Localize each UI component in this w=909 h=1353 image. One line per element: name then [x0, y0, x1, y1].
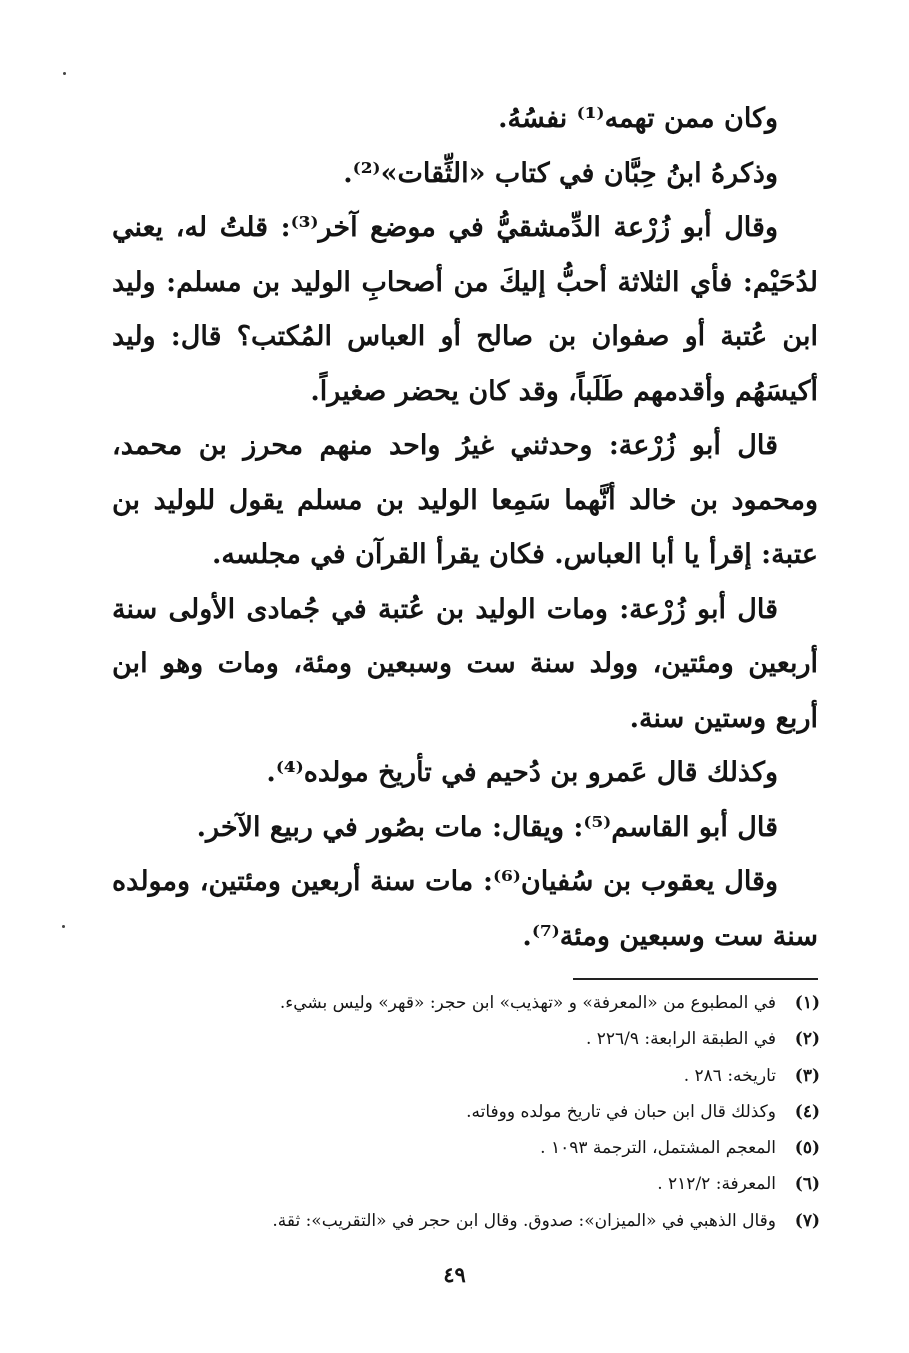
scan-speck: [63, 72, 66, 75]
paragraph: وقال يعقوب بن سُفيان⁽⁶⁾: مات سنة أربعين ومئتين، ومولده سنة ست وسبعين ومئة⁽⁷⁾.: [112, 866, 818, 952]
paragraph: وكذلك قال عَمرو بن دُحيم في تأريخ مولده⁽⁴⁾.: [266, 757, 778, 788]
footnote-number: (٥): [794, 1138, 820, 1159]
paragraph: وكان ممن تهمه⁽¹⁾ نفسُهُ.: [498, 103, 778, 134]
footnote-text: في الطبقة الرابعة: ٢٢٦/٩ .: [585, 1029, 776, 1050]
footnote: [110, 1130, 820, 1166]
footnote-text: في المطبوع من «المعرفة» و «تهذيب» ابن حجر: «قهر» وليس بشيء.: [279, 993, 776, 1013]
footnote: [110, 1094, 820, 1130]
footnote: [110, 1203, 820, 1239]
footnote-text: وكذلك قال ابن حبان في تاريخ مولده ووفاته.: [466, 1101, 776, 1122]
footnote-number: (٤): [794, 1101, 820, 1122]
main-text: [112, 92, 818, 964]
footnote-number: (٦): [794, 1174, 820, 1195]
scan-speck: [62, 925, 65, 928]
page-number: ٤٩: [443, 1262, 466, 1287]
footnote-text: المعجم المشتمل، الترجمة ١٠٩٣ .: [540, 1138, 776, 1159]
footnote-text: وقال الذهبي في «الميزان»: صدوق. وقال ابن حجر في «التقريب»: ثقة.: [272, 1210, 776, 1231]
footnote-number: (٣): [794, 1065, 820, 1086]
footnote: [110, 1166, 820, 1202]
paragraph: قال أبو زُرْعة: ومات الوليد بن عُتبة في جُمادى الأولى سنة أربعين ومئتين، وولد سنة ست وسبعين ومئة، ومات وهو ابن أربع وستين سنة.: [112, 593, 818, 734]
footnote-number: (٧): [794, 1210, 820, 1231]
footnote: [110, 1021, 820, 1057]
paragraph: قال أبو القاسم⁽⁵⁾: ويقال: مات بصُور في ربيع الآخر.: [196, 811, 778, 843]
paragraph: قال أبو زُرْعة: وحدثني غيرُ واحد منهم محرز بن محمد، ومحمود بن خالد أنَّهما سَمِعا الوليد بن مسلم يقول للوليد بن عتبة: إقرأ يا أبا العباس. فكان يقرأ القرآن في مجلسه.: [112, 430, 818, 570]
footnote: [110, 1058, 820, 1094]
footnotes: [110, 985, 820, 1239]
footnote-separator: [573, 978, 818, 980]
footnote-text: تاريخه: ٢٨٦ .: [683, 1065, 776, 1086]
footnote: [110, 985, 820, 1021]
footnote-number: (٢): [794, 1029, 820, 1050]
footnote-number: (١): [794, 993, 820, 1013]
footnote-text: المعرفة: ٢١٢/٢ .: [657, 1174, 776, 1195]
paragraph: وذكرهُ ابنُ حِبَّان في كتاب «الثِّقات»⁽²⁾.: [343, 157, 778, 189]
paragraph: وقال أبو زُرْعة الدِّمشقيُّ في موضع آخر⁽³⁾: قلتُ له، يعني لدُحَيْم: فأي الثلاثة أحبُّ إليكَ من أصحابِ الوليد بن مسلم: وليد ابن عُتبة أو صفوان بن صالح أو العباس المُكتب؟ قال: وليد أكيسَهُم وأقدمهم طَلَباً، وقد كان يحضر صغيراً.: [112, 212, 818, 407]
